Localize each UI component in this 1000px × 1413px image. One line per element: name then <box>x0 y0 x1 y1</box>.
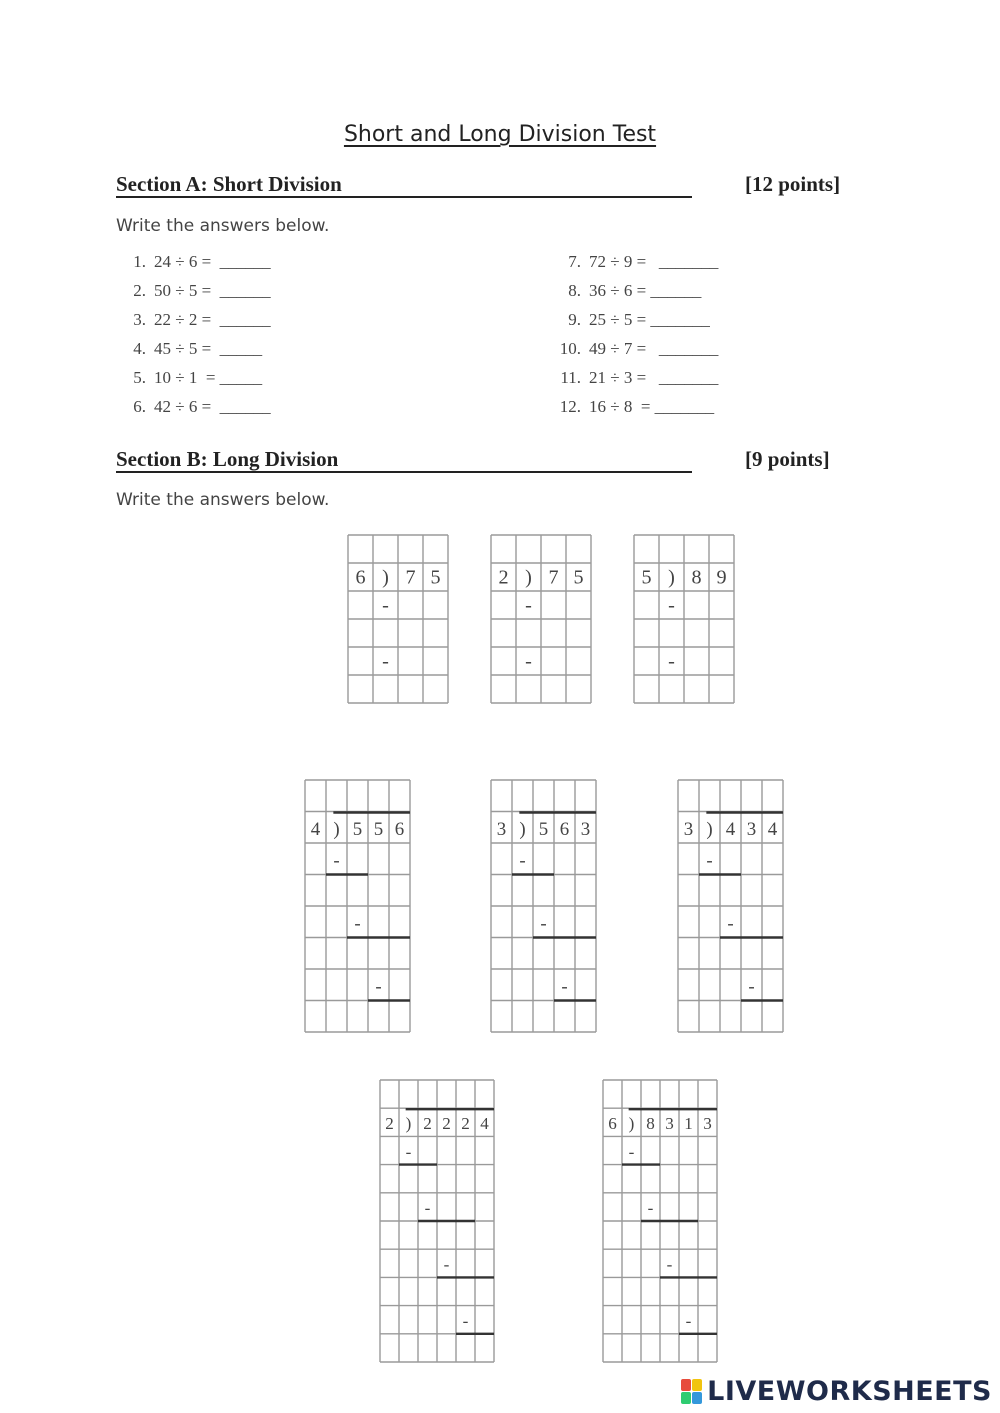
dividend-digit: 3 <box>703 1114 712 1134</box>
minus-sign: - <box>382 594 389 617</box>
dividend-digit: 2 <box>461 1114 470 1134</box>
dividend-digit: 2 <box>442 1114 451 1134</box>
division-bracket: ) <box>628 1114 635 1134</box>
minus-sign: - <box>748 976 755 998</box>
question-text[interactable]: 45 ÷ 5 = _____ <box>154 339 263 358</box>
minus-sign: - <box>727 913 734 935</box>
short-division-question <box>553 310 710 330</box>
short-division-question <box>118 368 262 388</box>
short-division-question <box>553 397 714 417</box>
section-a-instruction: Write the answers below. <box>116 216 330 236</box>
question-text[interactable]: 22 ÷ 2 = ______ <box>154 310 271 329</box>
division-bracket: ) <box>525 566 532 589</box>
divisor-digit: 2 <box>498 566 509 589</box>
divisor-digit: 5 <box>641 566 652 589</box>
grid-svg <box>491 780 596 1032</box>
minus-sign: - <box>668 594 675 617</box>
question-text[interactable]: 36 ÷ 6 = ______ <box>589 281 702 300</box>
section-b-rule <box>116 471 692 473</box>
question-number: 8. <box>568 281 581 300</box>
question-text[interactable]: 10 ÷ 1 = _____ <box>154 368 263 387</box>
logo-icon <box>681 1379 703 1405</box>
minus-sign: - <box>668 650 675 673</box>
grid-svg <box>348 535 448 703</box>
short-division-question <box>553 339 718 359</box>
dividend-digit: 3 <box>746 818 757 840</box>
long-division-grid[interactable] <box>305 780 410 1032</box>
minus-sign: - <box>525 650 532 673</box>
minus-sign: - <box>561 976 568 998</box>
dividend-digit: 3 <box>665 1114 674 1134</box>
page-title: Short and Long Division Test <box>343 122 657 147</box>
division-bracket: ) <box>333 818 340 840</box>
dividend-digit: 2 <box>423 1114 432 1134</box>
short-division-question <box>118 310 271 330</box>
short-division-question <box>118 397 271 417</box>
grid-svg <box>634 535 734 703</box>
minus-sign: - <box>375 976 382 998</box>
dividend-digit: 8 <box>691 566 702 589</box>
dividend-digit: 5 <box>538 818 549 840</box>
minus-sign: - <box>525 594 532 617</box>
divisor-digit: 6 <box>608 1114 617 1134</box>
question-text[interactable]: 50 ÷ 5 = ______ <box>154 281 271 300</box>
liveworksheets-logo <box>681 1376 992 1407</box>
short-division-question <box>553 281 701 301</box>
dividend-digit: 5 <box>573 566 584 589</box>
section-a-points: [12 points] <box>745 172 841 196</box>
short-division-question <box>118 281 271 301</box>
division-bracket: ) <box>405 1114 412 1134</box>
section-a-heading: Section A: Short Division <box>116 172 342 196</box>
question-number: 5. <box>133 368 146 387</box>
dividend-digit: 7 <box>548 566 559 589</box>
divisor-digit: 2 <box>385 1114 394 1134</box>
minus-sign: - <box>706 850 713 872</box>
short-division-question <box>553 368 718 388</box>
section-b-points: [9 points] <box>745 447 830 471</box>
divisor-digit: 3 <box>683 818 694 840</box>
question-number: 10. <box>559 339 581 358</box>
minus-sign: - <box>519 850 526 872</box>
long-division-grid[interactable] <box>380 1080 494 1362</box>
minus-sign: - <box>628 1142 635 1162</box>
dividend-digit: 4 <box>767 818 778 840</box>
minus-sign: - <box>666 1255 673 1275</box>
minus-sign: - <box>647 1198 654 1218</box>
long-division-grid[interactable] <box>348 535 448 703</box>
dividend-digit: 8 <box>646 1114 655 1134</box>
grid-svg <box>491 535 591 703</box>
section-b-instruction: Write the answers below. <box>116 490 330 510</box>
grid-svg <box>678 780 783 1032</box>
question-number: 6. <box>133 397 146 416</box>
divisor-digit: 4 <box>310 818 321 840</box>
dividend-digit: 4 <box>480 1114 489 1134</box>
minus-sign: - <box>354 913 361 935</box>
short-division-question <box>553 252 718 272</box>
minus-sign: - <box>462 1311 469 1331</box>
long-division-grid[interactable] <box>634 535 734 703</box>
question-text[interactable]: 72 ÷ 9 = _______ <box>589 252 719 271</box>
question-number: 11. <box>560 368 581 387</box>
grid-svg <box>603 1080 717 1362</box>
question-number: 2. <box>133 281 146 300</box>
dividend-digit: 4 <box>725 818 736 840</box>
minus-sign: - <box>405 1142 412 1162</box>
dividend-digit: 6 <box>394 818 405 840</box>
question-number: 12. <box>559 397 581 416</box>
division-bracket: ) <box>519 818 526 840</box>
question-number: 1. <box>133 252 146 271</box>
division-bracket: ) <box>668 566 675 589</box>
section-b-heading: Section B: Long Division <box>116 447 339 471</box>
dividend-digit: 5 <box>430 566 441 589</box>
question-number: 9. <box>568 310 581 329</box>
question-number: 3. <box>133 310 146 329</box>
minus-sign: - <box>424 1198 431 1218</box>
question-text[interactable]: 25 ÷ 5 = _______ <box>589 310 710 329</box>
divisor-digit: 3 <box>496 818 507 840</box>
long-division-grid[interactable] <box>603 1080 717 1362</box>
minus-sign: - <box>443 1255 450 1275</box>
divisor-digit: 6 <box>355 566 366 589</box>
logo-text: LIVEWORKSHEETS <box>707 1376 992 1407</box>
question-number: 7. <box>568 252 581 271</box>
question-text[interactable]: 16 ÷ 8 = _______ <box>589 397 715 416</box>
minus-sign: - <box>540 913 547 935</box>
dividend-digit: 5 <box>373 818 384 840</box>
question-text[interactable]: 49 ÷ 7 = _______ <box>589 339 719 358</box>
question-text[interactable]: 42 ÷ 6 = ______ <box>154 397 271 416</box>
division-bracket: ) <box>706 818 713 840</box>
minus-sign: - <box>382 650 389 673</box>
dividend-digit: 1 <box>684 1114 693 1134</box>
dividend-digit: 3 <box>580 818 591 840</box>
division-bracket: ) <box>382 566 389 589</box>
grid-svg <box>380 1080 494 1362</box>
dividend-digit: 7 <box>405 566 416 589</box>
question-text[interactable]: 21 ÷ 3 = _______ <box>589 368 719 387</box>
dividend-digit: 5 <box>352 818 363 840</box>
short-division-question <box>118 252 271 272</box>
minus-sign: - <box>333 850 340 872</box>
long-division-grid[interactable] <box>491 535 591 703</box>
section-a-rule <box>116 196 692 198</box>
long-division-grid[interactable] <box>491 780 596 1032</box>
grid-svg <box>305 780 410 1032</box>
dividend-digit: 6 <box>559 818 570 840</box>
long-division-grid[interactable] <box>678 780 783 1032</box>
short-division-question <box>118 339 262 359</box>
question-number: 4. <box>133 339 146 358</box>
question-text[interactable]: 24 ÷ 6 = ______ <box>154 252 271 271</box>
dividend-digit: 9 <box>716 566 727 589</box>
minus-sign: - <box>685 1311 692 1331</box>
